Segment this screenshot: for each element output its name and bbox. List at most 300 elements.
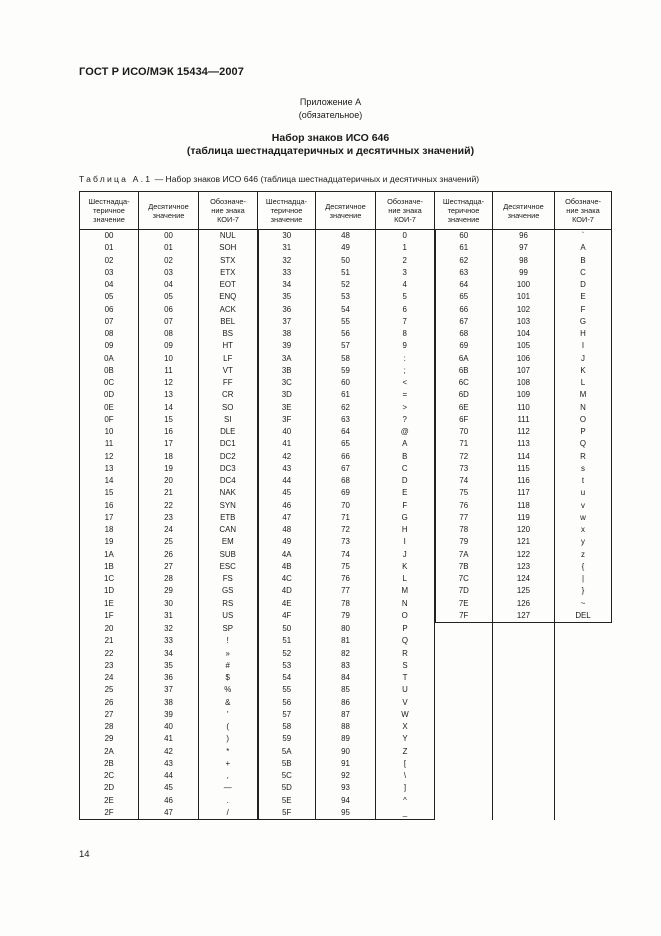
dec-cell: 80 <box>316 623 376 636</box>
dec-cell: 52 <box>316 279 376 291</box>
hex-cell: 45 <box>258 487 316 499</box>
empty-cell <box>555 807 612 820</box>
appendix-title: Приложение А <box>299 97 362 107</box>
char-cell: s <box>555 463 612 475</box>
char-cell: SO <box>199 402 258 414</box>
char-cell: ^ <box>376 795 435 807</box>
char-cell: H <box>376 524 435 536</box>
table-caption-text: — Набор знаков ИСО 646 (таблица шестнадцатеричных и десятичных значений) <box>152 174 480 184</box>
hex-cell: 2C <box>80 770 139 782</box>
page-title-line2: (таблица шестнадцатеричных и десятичных значений) <box>186 145 475 157</box>
char-cell: 8 <box>376 328 435 340</box>
char-cell: P <box>555 426 612 438</box>
table-row <box>80 524 612 536</box>
charset-table <box>79 191 612 820</box>
table-row <box>80 340 612 352</box>
char-cell: R <box>555 451 612 463</box>
char-cell: 6 <box>376 304 435 316</box>
dec-cell: 35 <box>139 660 199 672</box>
hex-cell: 50 <box>258 623 316 636</box>
page-title-line1: Набор знаков ИСО 646 <box>271 132 390 144</box>
hex-cell: 72 <box>435 451 493 463</box>
char-cell: H <box>555 328 612 340</box>
dec-cell: 94 <box>316 795 376 807</box>
dec-cell: 115 <box>493 463 555 475</box>
hex-cell: 79 <box>435 536 493 548</box>
hex-cell: 7A <box>435 549 493 561</box>
dec-cell: 20 <box>139 475 199 487</box>
char-cell: 0 <box>376 230 435 243</box>
header-line: ние знака <box>211 206 245 215</box>
empty-cell <box>435 648 493 660</box>
dec-cell: 62 <box>316 402 376 414</box>
hex-cell: 29 <box>80 733 139 745</box>
header-line: ние знака <box>388 206 422 215</box>
dec-cell: 53 <box>316 291 376 303</box>
dec-cell: 110 <box>493 402 555 414</box>
table-row <box>80 585 612 597</box>
dec-cell: 45 <box>139 782 199 794</box>
dec-cell: 106 <box>493 353 555 365</box>
char-cell: N <box>555 402 612 414</box>
hex-cell: 09 <box>80 340 139 352</box>
table-row <box>80 660 612 672</box>
hex-cell: 11 <box>80 438 139 450</box>
dec-cell: 51 <box>316 267 376 279</box>
hex-cell: 5B <box>258 758 316 770</box>
char-cell: M <box>376 585 435 597</box>
dec-cell: 72 <box>316 524 376 536</box>
dec-cell: 24 <box>139 524 199 536</box>
char-cell: DC4 <box>199 475 258 487</box>
char-cell: BEL <box>199 316 258 328</box>
hex-cell: 3F <box>258 414 316 426</box>
hex-cell: 5E <box>258 795 316 807</box>
koi7-header <box>199 192 258 230</box>
char-cell: $ <box>199 672 258 684</box>
hex-cell: 25 <box>80 684 139 696</box>
char-cell: SI <box>199 414 258 426</box>
hex-cell: 61 <box>435 242 493 254</box>
dec-cell: 64 <box>316 426 376 438</box>
dec-cell: 22 <box>139 500 199 512</box>
char-cell: > <box>376 402 435 414</box>
char-cell: ) <box>199 733 258 745</box>
dec-cell: 123 <box>493 561 555 573</box>
hex-cell: 22 <box>80 648 139 660</box>
table-row <box>80 709 612 721</box>
hex-cell: 28 <box>80 721 139 733</box>
dec-cell: 66 <box>316 451 376 463</box>
hex-cell: 1B <box>80 561 139 573</box>
empty-cell <box>493 684 555 696</box>
hex-cell: 3C <box>258 377 316 389</box>
hex-cell: 7B <box>435 561 493 573</box>
dec-cell: 56 <box>316 328 376 340</box>
table-row <box>80 782 612 794</box>
hex-cell: 20 <box>80 623 139 636</box>
header-line: Обозначе- <box>565 197 601 206</box>
header-line: значение <box>507 210 540 220</box>
dec-cell: 65 <box>316 438 376 450</box>
dec-cell: 91 <box>316 758 376 770</box>
table-row <box>80 795 612 807</box>
char-cell: M <box>555 389 612 401</box>
char-cell: O <box>376 610 435 623</box>
hex-cell: 17 <box>80 512 139 524</box>
hex-cell: 0F <box>80 414 139 426</box>
hex-cell: 60 <box>435 230 493 243</box>
hex-cell: 2E <box>80 795 139 807</box>
hex-cell: 1F <box>80 610 139 623</box>
dec-header <box>139 192 199 230</box>
hex-cell: 66 <box>435 304 493 316</box>
dec-cell: 90 <box>316 746 376 758</box>
hex-cell: 6C <box>435 377 493 389</box>
hex-cell: 67 <box>435 316 493 328</box>
hex-cell: 71 <box>435 438 493 450</box>
char-cell: ' <box>199 709 258 721</box>
char-cell: U <box>376 684 435 696</box>
char-cell: FF <box>199 377 258 389</box>
dec-cell: 12 <box>139 377 199 389</box>
char-cell: DEL <box>555 610 612 623</box>
char-cell: ~ <box>555 598 612 610</box>
empty-cell <box>435 623 493 636</box>
char-cell: E <box>376 487 435 499</box>
hex-cell: 12 <box>80 451 139 463</box>
char-cell: 7 <box>376 316 435 328</box>
header-line: КОИ-7 <box>394 215 416 224</box>
dec-cell: 58 <box>316 353 376 365</box>
hex-cell: 03 <box>80 267 139 279</box>
char-cell: | <box>555 573 612 585</box>
char-cell: @ <box>376 426 435 438</box>
empty-cell <box>493 709 555 721</box>
dec-cell: 126 <box>493 598 555 610</box>
char-cell: ACK <box>199 304 258 316</box>
empty-cell <box>555 623 612 636</box>
table-row <box>80 770 612 782</box>
char-cell: + <box>199 758 258 770</box>
appendix-status: (обязательное) <box>298 110 363 120</box>
header-line: теричное <box>270 206 303 215</box>
hex-cell: 75 <box>435 487 493 499</box>
dec-cell: 47 <box>139 807 199 820</box>
hex-cell: 39 <box>258 340 316 352</box>
header-line: теричное <box>93 206 125 215</box>
empty-cell <box>435 709 493 721</box>
char-cell: Q <box>376 635 435 647</box>
dec-cell: 73 <box>316 536 376 548</box>
table-row <box>80 463 612 475</box>
empty-cell <box>555 709 612 721</box>
hex-cell: 57 <box>258 709 316 721</box>
dec-cell: 81 <box>316 635 376 647</box>
dec-cell: 100 <box>493 279 555 291</box>
hex-cell: 3E <box>258 402 316 414</box>
empty-cell <box>435 635 493 647</box>
hex-cell: 65 <box>435 291 493 303</box>
dec-cell: 01 <box>139 242 199 254</box>
char-cell: [ <box>376 758 435 770</box>
hex-cell: 10 <box>80 426 139 438</box>
char-cell: x <box>555 524 612 536</box>
empty-cell <box>435 733 493 745</box>
hex-cell: 1E <box>80 598 139 610</box>
empty-cell <box>493 721 555 733</box>
dec-cell: 04 <box>139 279 199 291</box>
hex-cell: 4E <box>258 598 316 610</box>
char-cell: K <box>376 561 435 573</box>
table-row <box>80 684 612 696</box>
empty-cell <box>435 807 493 820</box>
dec-cell: 86 <box>316 697 376 709</box>
empty-cell <box>493 746 555 758</box>
table-row <box>80 267 612 279</box>
hex-cell: 02 <box>80 255 139 267</box>
hex-cell: 1A <box>80 549 139 561</box>
char-cell: < <box>376 377 435 389</box>
char-cell: BS <box>199 328 258 340</box>
dec-cell: 54 <box>316 304 376 316</box>
hex-cell: 54 <box>258 672 316 684</box>
dec-cell: 30 <box>139 598 199 610</box>
hex-cell: 3B <box>258 365 316 377</box>
char-cell: SP <box>199 623 258 636</box>
hex-cell: 6D <box>435 389 493 401</box>
dec-cell: 116 <box>493 475 555 487</box>
dec-cell: 121 <box>493 536 555 548</box>
dec-cell: 16 <box>139 426 199 438</box>
table-row <box>80 438 612 450</box>
hex-cell: 0A <box>80 353 139 365</box>
empty-cell <box>493 733 555 745</box>
hex-cell: 76 <box>435 500 493 512</box>
char-cell: A <box>555 242 612 254</box>
dec-cell: 23 <box>139 512 199 524</box>
header-line: Обозначе- <box>387 197 423 206</box>
dec-cell: 84 <box>316 672 376 684</box>
table-row <box>80 536 612 548</box>
char-cell: 5 <box>376 291 435 303</box>
empty-cell <box>555 795 612 807</box>
dec-cell: 105 <box>493 340 555 352</box>
char-cell: Q <box>555 438 612 450</box>
table-row <box>80 635 612 647</box>
char-cell: z <box>555 549 612 561</box>
hex-cell: 78 <box>435 524 493 536</box>
empty-cell <box>555 635 612 647</box>
dec-cell: 17 <box>139 438 199 450</box>
dec-cell: 48 <box>316 230 376 243</box>
hex-cell: 5D <box>258 782 316 794</box>
table-row <box>80 451 612 463</box>
empty-cell <box>493 623 555 636</box>
hex-cell: 68 <box>435 328 493 340</box>
empty-cell <box>555 672 612 684</box>
hex-cell: 4B <box>258 561 316 573</box>
header-line: значение <box>152 210 185 220</box>
table-row <box>80 672 612 684</box>
char-cell: I <box>376 536 435 548</box>
dec-cell: 75 <box>316 561 376 573</box>
hex-cell: 01 <box>80 242 139 254</box>
hex-cell: 46 <box>258 500 316 512</box>
char-cell: ` <box>555 230 612 243</box>
char-cell: EOT <box>199 279 258 291</box>
dec-cell: 42 <box>139 746 199 758</box>
hex-cell: 6A <box>435 353 493 365</box>
dec-cell: 02 <box>139 255 199 267</box>
dec-cell: 112 <box>493 426 555 438</box>
empty-cell <box>555 721 612 733</box>
empty-cell <box>435 746 493 758</box>
hex-cell: 48 <box>258 524 316 536</box>
hex-cell: 38 <box>258 328 316 340</box>
hex-cell: 33 <box>258 267 316 279</box>
hex-header <box>258 192 316 230</box>
dec-cell: 127 <box>493 610 555 623</box>
empty-cell <box>435 721 493 733</box>
header-line: Шестнадца- <box>265 197 308 206</box>
table-caption-label: Таблица А.1 <box>79 174 153 184</box>
empty-cell <box>555 660 612 672</box>
char-cell: FS <box>199 573 258 585</box>
char-cell: CAN <box>199 524 258 536</box>
dec-cell: 46 <box>139 795 199 807</box>
char-cell: 9 <box>376 340 435 352</box>
table-row <box>80 648 612 660</box>
char-cell: ETX <box>199 267 258 279</box>
empty-cell <box>555 746 612 758</box>
dec-cell: 09 <box>139 340 199 352</box>
hex-cell: 5A <box>258 746 316 758</box>
hex-cell: 34 <box>258 279 316 291</box>
char-cell: 4 <box>376 279 435 291</box>
dec-cell: 25 <box>139 536 199 548</box>
dec-cell: 59 <box>316 365 376 377</box>
char-cell: GS <box>199 585 258 597</box>
table-row <box>80 279 612 291</box>
char-cell: 3 <box>376 267 435 279</box>
char-cell: D <box>376 475 435 487</box>
empty-cell <box>493 648 555 660</box>
hex-cell: 31 <box>258 242 316 254</box>
dec-cell: 18 <box>139 451 199 463</box>
header-line: значение <box>447 215 480 224</box>
hex-cell: 58 <box>258 721 316 733</box>
char-cell: ( <box>199 721 258 733</box>
table-row <box>80 561 612 573</box>
dec-cell: 82 <box>316 648 376 660</box>
dec-cell: 36 <box>139 672 199 684</box>
dec-cell: 11 <box>139 365 199 377</box>
table-row <box>80 758 612 770</box>
empty-cell <box>493 672 555 684</box>
empty-cell <box>435 758 493 770</box>
char-cell: ? <box>376 414 435 426</box>
char-cell: : <box>376 353 435 365</box>
char-cell: R <box>376 648 435 660</box>
empty-cell <box>493 758 555 770</box>
dec-cell: 19 <box>139 463 199 475</box>
table-row <box>80 402 612 414</box>
hex-cell: 69 <box>435 340 493 352</box>
empty-cell <box>435 684 493 696</box>
empty-cell <box>435 672 493 684</box>
header-line: значение <box>270 215 303 224</box>
hex-cell: 27 <box>80 709 139 721</box>
dec-cell: 77 <box>316 585 376 597</box>
dec-cell: 29 <box>139 585 199 597</box>
hex-cell: 62 <box>435 255 493 267</box>
dec-cell: 38 <box>139 697 199 709</box>
dec-cell: 124 <box>493 573 555 585</box>
char-cell: NUL <box>199 230 258 243</box>
dec-cell: 37 <box>139 684 199 696</box>
dec-cell: 71 <box>316 512 376 524</box>
empty-cell <box>555 770 612 782</box>
dec-cell: 92 <box>316 770 376 782</box>
char-cell: RS <box>199 598 258 610</box>
hex-cell: 05 <box>80 291 139 303</box>
char-cell: W <box>376 709 435 721</box>
char-cell: ; <box>376 365 435 377</box>
char-cell: HT <box>199 340 258 352</box>
table-row <box>80 255 612 267</box>
hex-cell: 41 <box>258 438 316 450</box>
table-row <box>80 353 612 365</box>
char-cell: ! <box>199 635 258 647</box>
dec-cell: 125 <box>493 585 555 597</box>
dec-cell: 21 <box>139 487 199 499</box>
char-cell: DLE <box>199 426 258 438</box>
dec-cell: 93 <box>316 782 376 794</box>
empty-cell <box>493 697 555 709</box>
char-cell: P <box>376 623 435 636</box>
dec-cell: 61 <box>316 389 376 401</box>
hex-cell: 1C <box>80 573 139 585</box>
dec-cell: 08 <box>139 328 199 340</box>
empty-cell <box>555 758 612 770</box>
hex-cell: 13 <box>80 463 139 475</box>
hex-cell: 07 <box>80 316 139 328</box>
char-cell: DC3 <box>199 463 258 475</box>
header-line: Шестнадца- <box>88 197 130 206</box>
table-row <box>80 426 612 438</box>
char-cell: S <box>376 660 435 672</box>
hex-cell: 0E <box>80 402 139 414</box>
char-cell: I <box>555 340 612 352</box>
dec-cell: 101 <box>493 291 555 303</box>
table-row <box>80 365 612 377</box>
hex-cell: 19 <box>80 536 139 548</box>
hex-cell: 56 <box>258 697 316 709</box>
char-cell: 1 <box>376 242 435 254</box>
dec-cell: 111 <box>493 414 555 426</box>
char-cell: w <box>555 512 612 524</box>
dec-cell: 39 <box>139 709 199 721</box>
hex-cell: 4C <box>258 573 316 585</box>
char-cell: SOH <box>199 242 258 254</box>
empty-cell <box>493 770 555 782</box>
char-cell: ESC <box>199 561 258 573</box>
table-row <box>80 377 612 389</box>
page-title <box>0 132 661 158</box>
empty-cell <box>435 660 493 672</box>
hex-cell: 6F <box>435 414 493 426</box>
